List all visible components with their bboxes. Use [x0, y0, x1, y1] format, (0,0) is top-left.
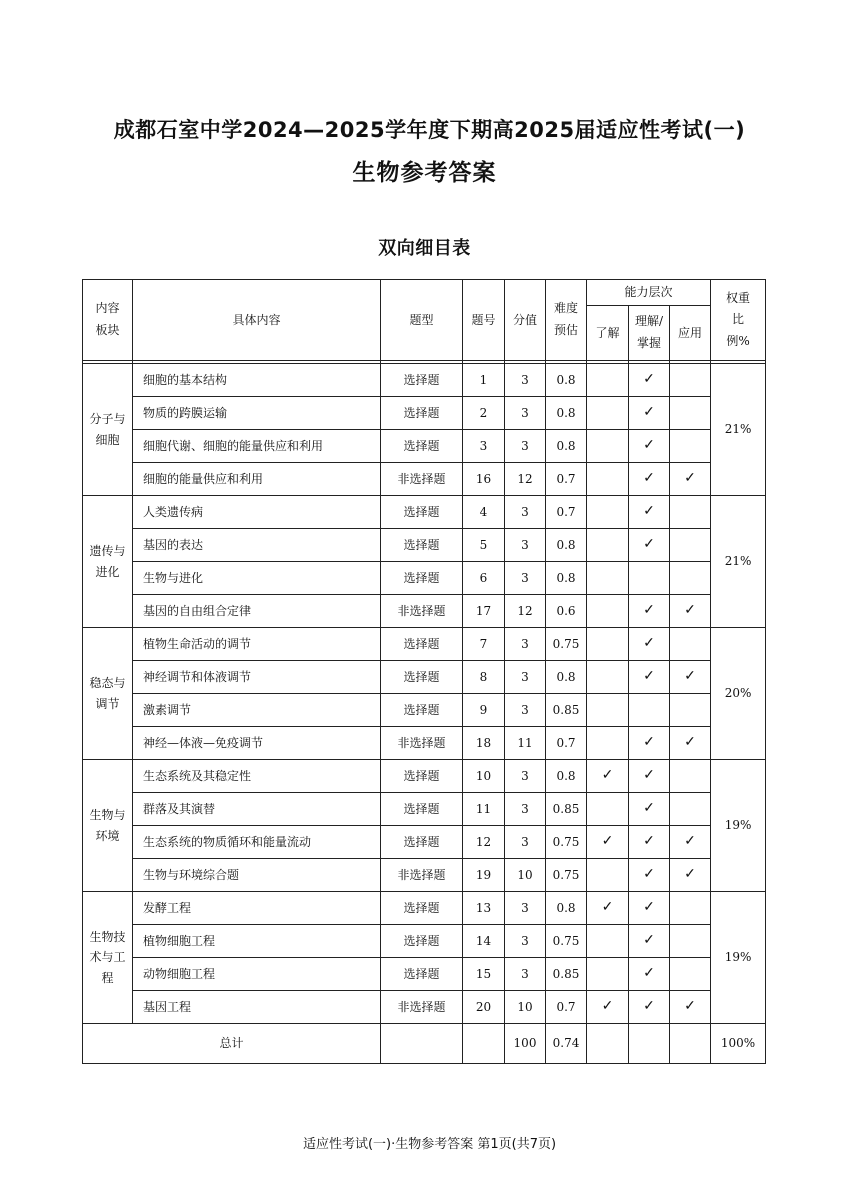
number-cell: 10 — [463, 760, 505, 793]
ability-apply-cell — [670, 628, 711, 661]
type-cell: 选择题 — [381, 529, 463, 562]
ability-comprehend-cell — [629, 694, 670, 727]
content-cell: 基因的表达 — [133, 529, 381, 562]
difficulty-cell: 0.8 — [546, 529, 587, 562]
content-cell: 激素调节 — [133, 694, 381, 727]
ability-comprehend-cell: ✓ — [629, 430, 670, 463]
ability-comprehend-cell: ✓ — [629, 991, 670, 1024]
number-cell: 11 — [463, 793, 505, 826]
difficulty-cell: 0.85 — [546, 793, 587, 826]
type-cell: 选择题 — [381, 826, 463, 859]
section-name: 生物与环境 — [83, 760, 133, 892]
document-subtitle: 生物参考答案 — [352, 160, 497, 186]
type-cell: 非选择题 — [381, 463, 463, 496]
ability-comprehend-cell: ✓ — [629, 826, 670, 859]
ability-understand-cell — [587, 430, 629, 463]
ability-apply-cell — [670, 793, 711, 826]
number-cell: 4 — [463, 496, 505, 529]
type-cell: 选择题 — [381, 397, 463, 430]
table-row — [83, 760, 766, 793]
number-cell: 20 — [463, 991, 505, 1024]
ability-comprehend-cell — [629, 562, 670, 595]
table-row — [83, 463, 766, 496]
ability-apply-cell — [670, 430, 711, 463]
score-cell: 3 — [505, 826, 546, 859]
type-cell: 选择题 — [381, 892, 463, 925]
ability-understand-cell: ✓ — [587, 760, 629, 793]
ability-understand-cell — [587, 397, 629, 430]
type-cell: 选择题 — [381, 562, 463, 595]
section-name: 分子与细胞 — [83, 364, 133, 496]
ability-comprehend-cell: ✓ — [629, 397, 670, 430]
table-row — [83, 628, 766, 661]
header-content: 具体内容 — [133, 280, 381, 361]
total-ability-comprehend — [629, 1024, 670, 1064]
table-row — [83, 595, 766, 628]
section-weight: 21% — [711, 496, 766, 628]
ability-comprehend-cell: ✓ — [629, 529, 670, 562]
difficulty-cell: 0.6 — [546, 595, 587, 628]
type-cell: 选择题 — [381, 925, 463, 958]
ability-apply-cell: ✓ — [670, 991, 711, 1024]
difficulty-cell: 0.75 — [546, 826, 587, 859]
ability-comprehend-cell: ✓ — [629, 628, 670, 661]
score-cell: 3 — [505, 496, 546, 529]
type-cell: 非选择题 — [381, 727, 463, 760]
ability-apply-cell — [670, 958, 711, 991]
difficulty-cell: 0.75 — [546, 859, 587, 892]
ability-understand-cell — [587, 661, 629, 694]
ability-understand-cell — [587, 793, 629, 826]
difficulty-cell: 0.8 — [546, 562, 587, 595]
number-cell: 19 — [463, 859, 505, 892]
content-cell: 细胞的能量供应和利用 — [133, 463, 381, 496]
table-title: 双向细目表 — [378, 238, 471, 259]
type-cell: 选择题 — [381, 958, 463, 991]
score-cell: 3 — [505, 793, 546, 826]
header-ability-understand: 了解 — [587, 306, 629, 361]
ability-comprehend-cell: ✓ — [629, 925, 670, 958]
table-row — [83, 859, 766, 892]
number-cell: 12 — [463, 826, 505, 859]
ability-comprehend-cell: ✓ — [629, 496, 670, 529]
two-way-specification-table — [82, 279, 766, 1064]
difficulty-cell: 0.8 — [546, 760, 587, 793]
difficulty-cell: 0.85 — [546, 694, 587, 727]
score-cell: 12 — [505, 463, 546, 496]
score-cell: 3 — [505, 760, 546, 793]
ability-apply-cell: ✓ — [670, 826, 711, 859]
ability-understand-cell — [587, 628, 629, 661]
header-ability-apply: 应用 — [670, 306, 711, 361]
ability-comprehend-cell: ✓ — [629, 595, 670, 628]
document-title: 成都石室中学2024—2025学年度下期高2025届适应性考试(一) — [113, 118, 746, 142]
header-section: 内容板块 — [83, 280, 133, 361]
table-row — [83, 793, 766, 826]
ability-understand-cell: ✓ — [587, 826, 629, 859]
ability-apply-cell — [670, 892, 711, 925]
number-cell: 9 — [463, 694, 505, 727]
number-cell: 5 — [463, 529, 505, 562]
ability-comprehend-cell: ✓ — [629, 463, 670, 496]
number-cell: 14 — [463, 925, 505, 958]
difficulty-cell: 0.75 — [546, 925, 587, 958]
ability-understand-cell — [587, 925, 629, 958]
section-weight: 20% — [711, 628, 766, 760]
number-cell: 3 — [463, 430, 505, 463]
score-cell: 3 — [505, 694, 546, 727]
number-cell: 17 — [463, 595, 505, 628]
table-row — [83, 364, 766, 397]
table-row — [83, 727, 766, 760]
section-name: 遗传与进化 — [83, 496, 133, 628]
score-cell: 3 — [505, 364, 546, 397]
score-cell: 3 — [505, 397, 546, 430]
table-row — [83, 826, 766, 859]
total-label: 总计 — [83, 1024, 381, 1064]
type-cell: 非选择题 — [381, 595, 463, 628]
ability-understand-cell — [587, 463, 629, 496]
page-footer: 适应性考试(一)·生物参考答案 第1页(共7页) — [302, 1137, 557, 1152]
content-cell: 细胞的基本结构 — [133, 364, 381, 397]
header-score: 分值 — [505, 280, 546, 361]
ability-understand-cell — [587, 562, 629, 595]
type-cell: 选择题 — [381, 364, 463, 397]
ability-comprehend-cell: ✓ — [629, 661, 670, 694]
table-row — [83, 562, 766, 595]
difficulty-cell: 0.75 — [546, 628, 587, 661]
content-cell: 基因的自由组合定律 — [133, 595, 381, 628]
header-ability: 能力层次 — [587, 280, 711, 306]
header-ability-comprehend: 理解/掌握 — [629, 306, 670, 361]
difficulty-cell: 0.8 — [546, 397, 587, 430]
type-cell: 选择题 — [381, 760, 463, 793]
ability-understand-cell — [587, 694, 629, 727]
ability-apply-cell — [670, 760, 711, 793]
number-cell: 13 — [463, 892, 505, 925]
ability-apply-cell — [670, 397, 711, 430]
number-cell: 16 — [463, 463, 505, 496]
type-cell: 选择题 — [381, 496, 463, 529]
difficulty-cell: 0.8 — [546, 892, 587, 925]
content-cell: 生态系统的物质循环和能量流动 — [133, 826, 381, 859]
score-cell: 3 — [505, 892, 546, 925]
difficulty-cell: 0.7 — [546, 991, 587, 1024]
content-cell: 物质的跨膜运输 — [133, 397, 381, 430]
header-weight: 权重比例% — [711, 280, 766, 361]
ability-understand-cell: ✓ — [587, 991, 629, 1024]
ability-comprehend-cell: ✓ — [629, 364, 670, 397]
difficulty-cell: 0.8 — [546, 364, 587, 397]
ability-comprehend-cell: ✓ — [629, 760, 670, 793]
score-cell: 12 — [505, 595, 546, 628]
table-row — [83, 958, 766, 991]
content-cell: 植物细胞工程 — [133, 925, 381, 958]
number-cell: 8 — [463, 661, 505, 694]
table-row — [83, 694, 766, 727]
ability-apply-cell: ✓ — [670, 661, 711, 694]
number-cell: 15 — [463, 958, 505, 991]
content-cell: 人类遗传病 — [133, 496, 381, 529]
ability-comprehend-cell: ✓ — [629, 727, 670, 760]
ability-comprehend-cell: ✓ — [629, 958, 670, 991]
total-type-cell — [381, 1024, 463, 1064]
number-cell: 1 — [463, 364, 505, 397]
ability-understand-cell — [587, 496, 629, 529]
content-cell: 群落及其演替 — [133, 793, 381, 826]
content-cell: 细胞代谢、细胞的能量供应和利用 — [133, 430, 381, 463]
score-cell: 3 — [505, 529, 546, 562]
ability-apply-cell — [670, 925, 711, 958]
section-name: 稳态与调节 — [83, 628, 133, 760]
type-cell: 选择题 — [381, 430, 463, 463]
ability-understand-cell: ✓ — [587, 892, 629, 925]
number-cell: 2 — [463, 397, 505, 430]
ability-apply-cell — [670, 562, 711, 595]
content-cell: 生物与环境综合题 — [133, 859, 381, 892]
ability-understand-cell — [587, 727, 629, 760]
ability-apply-cell — [670, 496, 711, 529]
score-cell: 10 — [505, 991, 546, 1024]
total-ability-apply — [670, 1024, 711, 1064]
ability-comprehend-cell: ✓ — [629, 793, 670, 826]
header-number: 题号 — [463, 280, 505, 361]
table-row — [83, 925, 766, 958]
content-cell: 发酵工程 — [133, 892, 381, 925]
content-cell: 神经—体液—免疫调节 — [133, 727, 381, 760]
number-cell: 6 — [463, 562, 505, 595]
number-cell: 7 — [463, 628, 505, 661]
type-cell: 选择题 — [381, 694, 463, 727]
table-row — [83, 397, 766, 430]
total-row — [83, 1024, 766, 1064]
score-cell: 3 — [505, 958, 546, 991]
ability-apply-cell: ✓ — [670, 463, 711, 496]
section-weight: 21% — [711, 364, 766, 496]
difficulty-cell: 0.8 — [546, 430, 587, 463]
table-row — [83, 430, 766, 463]
type-cell: 选择题 — [381, 793, 463, 826]
ability-apply-cell — [670, 364, 711, 397]
number-cell: 18 — [463, 727, 505, 760]
score-cell: 10 — [505, 859, 546, 892]
ability-understand-cell — [587, 859, 629, 892]
type-cell: 选择题 — [381, 628, 463, 661]
ability-apply-cell: ✓ — [670, 727, 711, 760]
ability-understand-cell — [587, 595, 629, 628]
section-name: 生物技术与工程 — [83, 892, 133, 1024]
ability-apply-cell — [670, 694, 711, 727]
score-cell: 3 — [505, 661, 546, 694]
table-row — [83, 529, 766, 562]
section-weight: 19% — [711, 760, 766, 892]
total-difficulty: 0.74 — [546, 1024, 587, 1064]
ability-apply-cell — [670, 529, 711, 562]
type-cell: 非选择题 — [381, 991, 463, 1024]
total-score: 100 — [505, 1024, 546, 1064]
score-cell: 3 — [505, 628, 546, 661]
table-row — [83, 496, 766, 529]
ability-apply-cell: ✓ — [670, 595, 711, 628]
ability-understand-cell — [587, 364, 629, 397]
content-cell: 神经调节和体液调节 — [133, 661, 381, 694]
ability-understand-cell — [587, 529, 629, 562]
content-cell: 基因工程 — [133, 991, 381, 1024]
score-cell: 11 — [505, 727, 546, 760]
difficulty-cell: 0.8 — [546, 661, 587, 694]
score-cell: 3 — [505, 430, 546, 463]
content-cell: 生物与进化 — [133, 562, 381, 595]
difficulty-cell: 0.7 — [546, 463, 587, 496]
content-cell: 生态系统及其稳定性 — [133, 760, 381, 793]
difficulty-cell: 0.7 — [546, 727, 587, 760]
ability-apply-cell: ✓ — [670, 859, 711, 892]
content-cell: 动物细胞工程 — [133, 958, 381, 991]
table-row — [83, 991, 766, 1024]
content-cell: 植物生命活动的调节 — [133, 628, 381, 661]
total-number-cell — [463, 1024, 505, 1064]
table-row — [83, 661, 766, 694]
section-weight: 19% — [711, 892, 766, 1024]
score-cell: 3 — [505, 562, 546, 595]
ability-comprehend-cell: ✓ — [629, 859, 670, 892]
table-row — [83, 892, 766, 925]
difficulty-cell: 0.85 — [546, 958, 587, 991]
header-difficulty: 难度预估 — [546, 280, 587, 361]
ability-comprehend-cell: ✓ — [629, 892, 670, 925]
total-weight: 100% — [711, 1024, 766, 1064]
header-type: 题型 — [381, 280, 463, 361]
ability-understand-cell — [587, 958, 629, 991]
difficulty-cell: 0.7 — [546, 496, 587, 529]
type-cell: 选择题 — [381, 661, 463, 694]
type-cell: 非选择题 — [381, 859, 463, 892]
total-ability-understand — [587, 1024, 629, 1064]
score-cell: 3 — [505, 925, 546, 958]
